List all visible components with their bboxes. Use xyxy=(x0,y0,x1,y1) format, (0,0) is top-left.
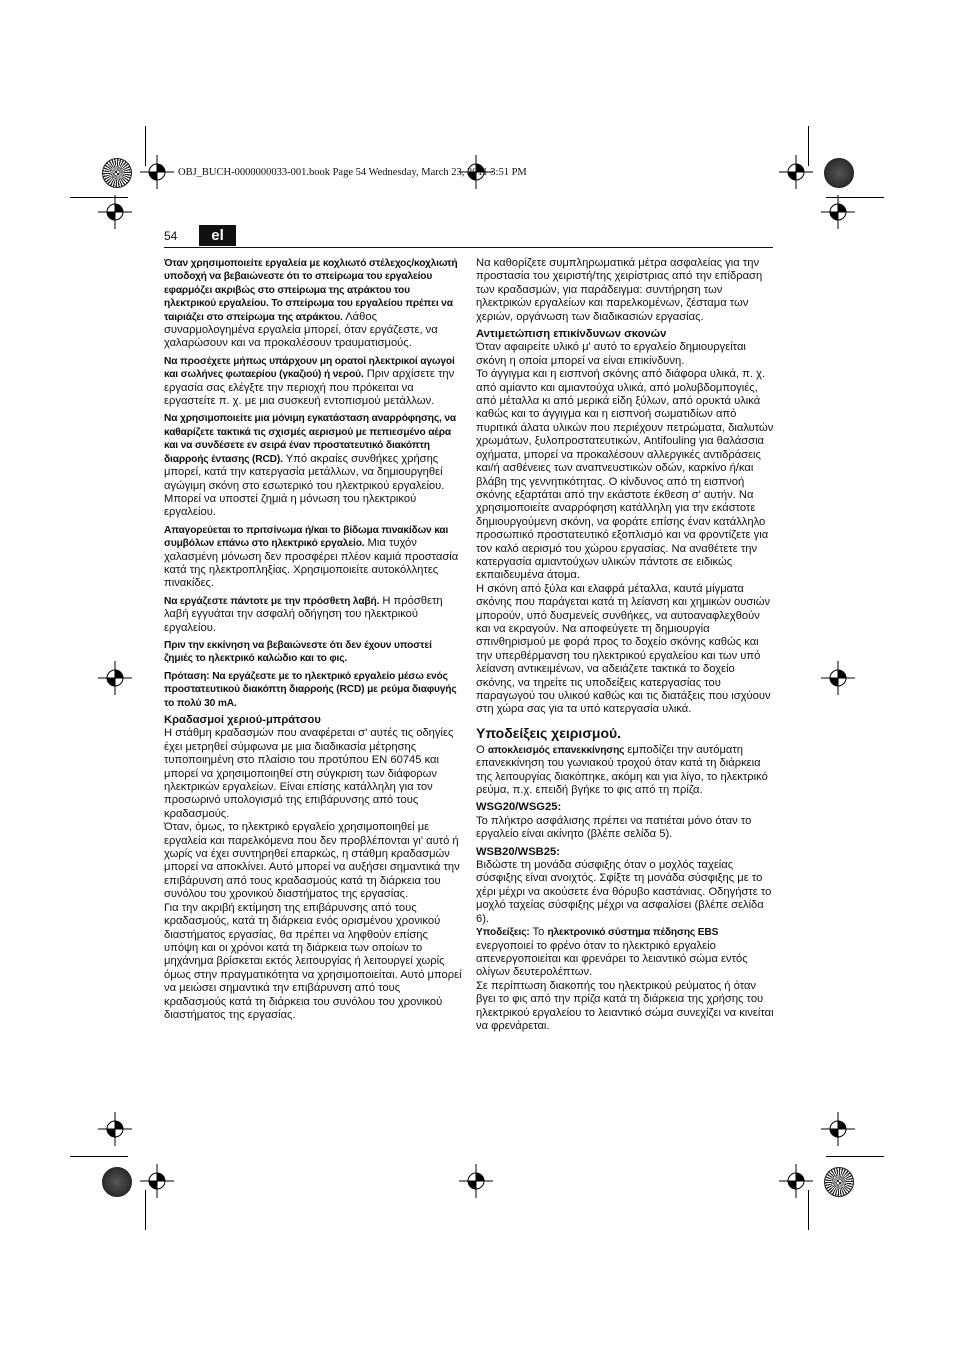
paragraph: Όταν, όμως, το ηλεκτρικό εργαλείο χρησιμοποιηθεί με εργαλεία και παρελκόμενα που δεν προβλέπονται γι' αυτό ή χωρίς να έχει συντηρηθεί επαρκώς, η στάθμη κραδασμών μπορεί να αποκλίνει. Αυτό μπορεί να αυξήσει σημαντικά την επιβάρυνση από τους κραδασμούς κατά τη διάρκεια του συνόλου του χρονικού διαστήματος της εργασίας. xyxy=(164,821,460,901)
registration-crosshair-icon xyxy=(98,1112,132,1146)
bold-text: αποκλεισμός επανεκκίνησης xyxy=(487,744,625,756)
bold-text: Να εργάζεστε πάντοτε με την πρόσθετη λαβή. xyxy=(164,595,380,607)
body-text: εμποδίζει την αυτόματη επανεκκίνηση του γωνιακού τροχού όταν κατά τη διάρκεια της λειτουργίας διακόπηκε, ακόμη και για λίγο, το ηλεκτρικό ρεύμα, π.χ. επειδή βγήκε το φις από τη πρίζα. xyxy=(476,743,768,797)
book-slug-line: OBJ_BUCH-0000000033-001.book Page 54 Wednesday, March 23, 2011 3:51 PM xyxy=(178,167,527,178)
crop-mark xyxy=(826,197,884,198)
bold-text: Πρόταση: Να εργάζεστε με το ηλεκτρικό εργαλείο μέσω ενός προστατευτικού διακόπτη διαρροής (RCD) με ρεύμα διαφυγής το πολύ 30 mA. xyxy=(164,670,457,709)
body-text: Πριν αρχίσετε την εργασία σας ελέγξτε την περιοχή που πρόκειται να εργαστείτε π. χ. με μια συσκευή εντοπισμού μετάλλων. xyxy=(164,368,455,408)
page-number: 54 xyxy=(164,229,178,243)
bold-text: Πριν την εκκίνηση να βεβαιώνεστε ότι δεν έχουν υποστεί ζημιές το ηλεκτρικό καλώδιο και το φις. xyxy=(164,639,432,665)
crop-mark xyxy=(808,1190,809,1230)
paragraph: Σε περίπτωση διακοπής του ηλεκτρικού ρεύματος ή όταν βγει το φις από την πρίζα κατά τη διάρκεια της χρήσης του ηλεκτρικού εργαλείου το λειαντικό σώμα συνεχίζει να κινείται να φρενάρεται. xyxy=(476,979,774,1032)
paragraph xyxy=(164,355,462,409)
body-text: Μια τυχόν χαλασμένη μόνωση δεν προσφέρει πλέον καμιά προστασία κατά της ηλεκτροπληξίας. Χρησιμοποιείτε αυτοκόλλητες πινακίδες. xyxy=(164,537,459,590)
body-text: Λάθος συναρμολογημένα εργαλεία μπορεί, όταν εργάζεστε, να χαλαρώσουν και να προκαλέσουν τραυματισμούς. xyxy=(164,310,438,350)
crop-mark xyxy=(145,1190,146,1230)
paragraph: Για την ακριβή εκτίμηση της επιβάρυνσης από τους κραδασμούς, κατά τη διάρκεια ενός ορισμένου χρονικού διαστήματος εργασίας, θα πρέπει να ληφθούν επίσης υπόψη και οι χρόνοι κατά τη διάρκεια των οποίων το μηχάνημα βρίσκεται εκτός λειτουργίας ή λειτουργεί χωρίς όμως στην πραγματικότητα να χρησιμοποιείται. Αυτό μπορεί να μειώσει σημαντικά την επιβάρυνση από τους κραδασμούς κατά τη διάρκεια του συνόλου του χρονικού διαστήματος της εργασίας. xyxy=(164,901,462,1021)
registration-crosshair-icon xyxy=(459,1164,493,1198)
paragraph: Να καθορίζετε συμπληρωματικά μέτρα ασφαλείας για την προστασία του χειριστή/της χειρίστριας από την επίδραση των κραδασμών, για παράδειγμα: συντήρηση των ηλεκτρικών εργαλείων και παρελκομένων, ζέσταμα των χεριών, οργάνωση των διαδικασιών εργασίας. xyxy=(476,257,763,323)
paragraph xyxy=(164,670,462,710)
body-text: Ο xyxy=(476,743,488,756)
paragraph: Όταν αφαιρείτε υλικό μ' αυτό το εργαλείο δημιουργείται σκόνη η οποία μπορεί να είναι επικίνδυνη. xyxy=(476,341,746,367)
bold-text: Όταν χρησιμοποιείτε εργαλεία με κοχλιωτό στέλεχος/κοχλιωτή υποδοχή να βεβαιώνεστε ότι το σπείρωμα του εργαλείου εφαρμόζει ακριβώς στο σπείρωμα της ατράκτου του ηλεκτρικού εργαλείου. Το σπείρωμα του εργαλείου πρέπει να ταιριάζει στο σπείρωμα της ατράκτου. xyxy=(164,258,458,323)
registration-crosshair-icon xyxy=(98,661,132,695)
color-bar-disc-icon xyxy=(824,1167,854,1197)
body-text: Υπό ακραίες συνθήκες χρήσης μπορεί, κατά την κατεργασία μετάλλων, να δημιουργηθεί αγώγιμη σκόνη στο εσωτερικό του ηλεκτρικού εργαλείου. Μπορεί να υποστεί ζημιά η μόνωση του ηλεκτρικού εργαλείου. xyxy=(164,452,445,519)
paragraph: Η στάθμη κραδασμών που αναφέρεται σ' αυτές τις οδηγίες έχει μετρηθεί σύμφωνα με μια διαδικασία μέτρησης τυποποιημένη στο πλαίσιο του προτύπου EN 60745 και μπορεί να χρησιμοποιηθεί στη σύγκριση των διάφορων ηλεκτρικών εργαλείων. Είναι επίσης κατάλληλη για τον προσωρινό υπολογισμό της επιβάρυνσης από τους κραδασμούς. xyxy=(164,727,454,820)
section-heading-vibration: Κραδασμοί χεριού-μπράτσου xyxy=(164,714,321,726)
section-heading-dust: Αντιμετώπιση επικίνδυνων σκονών xyxy=(476,328,667,341)
bold-text: Να προσέχετε μήπως υπάρχουν μη ορατοί ηλεκτρικοί αγωγοί και σωλήνες φωταερίου (γκαζιού) ή νερού. xyxy=(164,355,455,381)
paragraph xyxy=(476,744,774,798)
model-heading-wsg: WSG20/WSG25: xyxy=(476,801,562,814)
color-bar-disc-icon xyxy=(824,158,854,188)
bold-text: Υποδείξεις: xyxy=(476,927,530,939)
crop-mark xyxy=(808,126,809,166)
color-bar-disc-icon xyxy=(102,1167,132,1197)
paragraph xyxy=(164,595,462,635)
left-column xyxy=(164,257,462,1022)
section-heading-operation: Υποδείξεις χειρισμού. xyxy=(476,724,622,741)
registration-crosshair-icon xyxy=(821,1112,855,1146)
bold-text: Απαγορεύεται το πριτσίνωμα ή/και το βίδωμα πινακίδων και συμβόλων επάνω στο ηλεκτρικό εργαλείο. xyxy=(164,524,449,550)
registration-crosshair-icon xyxy=(821,195,855,229)
body-text: Η πρόσθετη λαβή εγγυάται την ασφαλή οδήγηση του ηλεκτρικού εργαλείου. xyxy=(164,594,443,634)
header-rule xyxy=(164,247,773,248)
registration-crosshair-icon xyxy=(821,661,855,695)
crop-mark xyxy=(70,1156,128,1157)
paragraph xyxy=(164,257,462,351)
bold-text: Να χρησιμοποιείτε μια μόνιμη εγκατάσταση αναρρόφησης, να καθαρίζετε τακτικά τις σχισμές αερισμού με πεπιεσμένο αέρα και να συνδέσετε εν σειρά έναν προστατευτικό διακόπτη διαρροής έντασης (RCD). xyxy=(164,413,457,465)
body-text: ενεργοποιεί το φρένο όταν το ηλεκτρικό εργαλείο απενεργοποιείται και φρενάρει το λειαντικό σώμα εντός ολίγων δευτερολέπτων. xyxy=(476,939,748,979)
paragraph: Βιδώστε τη μονάδα σύσφιξης όταν ο μοχλός ταχείας σύσφιξης είναι ανοιχτός. Σφίξτε τη μονάδα σύσφιξης με το χέρι μέχρι να ακούσετε ένα θόρυβο καστάνιας. Οδηγήστε το μοχλό ταχείας σύσφιξης μέχρι να ασφαλίσει (βλέπε σελίδα 6). xyxy=(476,859,772,925)
paragraph: Η σκόνη από ξύλα και ελαφρά μέταλλα, καυτά μίγματα σκόνης που παράγεται κατά τη λείανση και χημικών ουσιών μπορούν, υπό δυσμενείς συνθήκες, να αυτοαναφλεχθούν και να εκραγούν. Να αποφεύγετε τη δημιουργία σπινθηρισμού με φορά προς το δοχείο σκόνης καθώς και την υπερθέρμανση του ηλεκτρικού εργαλείου και των υπό λείανση αντικειμένων, να αδειάζετε τακτικά το δοχείο σκόνης, να τηρείτε τις υποδείξεις κατεργασίας του παραγωγού του υλικού καθώς και τις διατάξεις που ισχύουν στη χώρα σας για τα υπό κατεργασία υλικά. xyxy=(476,582,771,716)
paragraph xyxy=(164,412,462,519)
bold-text: ηλεκτρονικό σύστημα πέδησης EBS xyxy=(547,927,719,939)
crop-mark xyxy=(145,126,146,166)
crop-mark xyxy=(826,1156,884,1157)
language-tab: el xyxy=(199,225,236,246)
body-text: Το xyxy=(529,926,548,939)
paragraph: Το άγγιγμα και η εισπνοή σκόνης από διάφορα υλικά, π. χ. από αμίαντο και αμιαντούχα υλικά, από μολυβδομπογιές, από μέταλλα κι από μερικά είδη ξύλων, από ορυκτά υλικά καθώς και το άγγιγμα και η εισπνοή σωματιδίων από πυριτικά άλατα υλικών που περιέχουν πετρώματα, διαλυτών χρωμάτων, ξυλοπροστατευτικών, Antifouling για θαλάσσια οχήματα, μπορεί να προκαλέσουν αλλεργικές αντιδράσεις και/ή ασθένειες των αναπνευστικών οδών, καρκίνο ή/και βλάβη της γεννητικότητας. Ο κίνδυνος από τη εισπνοή σκόνης εξαρτάται από την εκάστοτε έκθεση σ' αυτήν. Να χρησιμοποιείτε αναρρόφηση κατάλληλη για την εκάστοτε δημιουργούμενη σκόνη, να φοράτε επίσης έναν κατάλληλο προσωπικό προστατευτικό εξοπλισμό και να φροντίζετε για τον καλό αερισμό του χώρου εργασίας. Να αναθέτετε την κατεργασία αμιαντούχων υλικών πάντοτε σε ειδικώς εκπαιδευμένα άτομα. xyxy=(476,368,774,582)
paragraph xyxy=(164,639,462,666)
paragraph: Το πλήκτρο ασφάλισης πρέπει να πατιέται μόνο όταν το εργαλείο είναι ακίνητο (βλέπε σελίδα 5). xyxy=(476,814,752,841)
model-heading-wsb: WSB20/WSB25: xyxy=(476,845,560,858)
crop-mark xyxy=(70,197,128,198)
registration-crosshair-icon xyxy=(98,195,132,229)
right-column xyxy=(476,257,774,1033)
color-bar-disc-icon xyxy=(102,158,132,188)
paragraph xyxy=(476,926,774,980)
paragraph xyxy=(164,524,462,591)
